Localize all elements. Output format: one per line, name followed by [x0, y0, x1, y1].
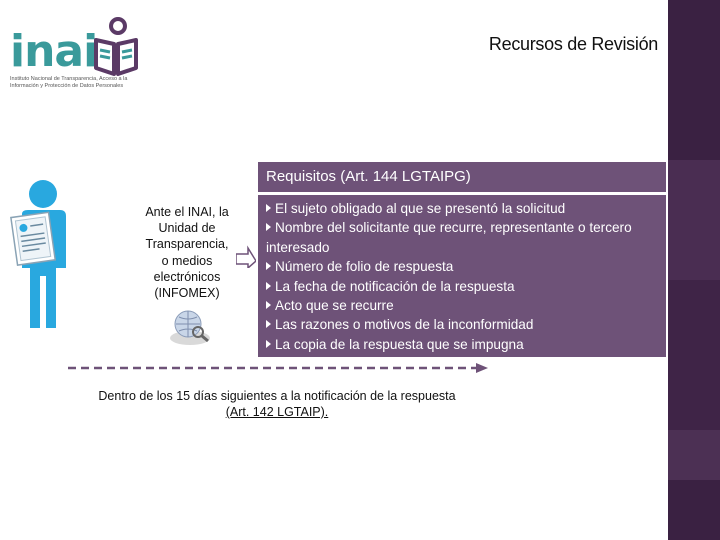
left-line: o medios — [161, 253, 213, 268]
plazo-text — [90, 388, 464, 420]
inai-logo — [8, 16, 138, 96]
left-line: Ante el INAI, la — [145, 205, 229, 219]
requisito-text: Acto que se recurre — [275, 298, 394, 314]
requisito-text: La fecha de notificación de la respuesta — [275, 278, 515, 294]
requisito-text: Número de folio de respuesta — [275, 259, 454, 275]
requisito-item — [266, 257, 658, 276]
triangle-bullet-icon — [266, 320, 271, 328]
requisito-item — [266, 199, 658, 218]
logo-mark-icon — [88, 16, 138, 76]
left-line: Unidad de — [158, 221, 216, 236]
side-band — [668, 0, 720, 540]
triangle-bullet-icon — [266, 223, 271, 231]
triangle-bullet-icon — [266, 301, 271, 309]
requisito-item — [266, 315, 658, 334]
requisito-text: La copia de la respuesta que se impugna — [275, 336, 524, 352]
plazo-line: Dentro de los 15 días siguientes a la notificación de la respuesta — [98, 389, 456, 403]
requisito-text: Nombre del solicitante que recurre, representante o tercero interesado — [266, 220, 632, 255]
left-line: Transparencia, — [145, 237, 229, 252]
globe-icon — [166, 304, 214, 348]
arrow-right-icon — [236, 206, 256, 268]
left-channel-text — [138, 204, 236, 301]
triangle-bullet-icon — [266, 282, 271, 290]
triangle-bullet-icon — [266, 204, 271, 212]
left-line: electrónicos — [153, 269, 221, 284]
logo-subtitle: Instituto Nacional de Transparencia, Acceso a la Información y Protección de Datos Personales — [10, 76, 128, 89]
plazo-reference-link[interactable]: (Art. 142 LGTAIP). — [225, 405, 329, 419]
triangle-bullet-icon — [266, 262, 271, 270]
logo-word: inai — [10, 26, 98, 77]
left-line: (INFOMEX) — [154, 286, 220, 301]
requisito-item — [266, 218, 658, 257]
requisito-item — [266, 296, 658, 315]
triangle-bullet-icon — [266, 340, 271, 348]
requisitos-header: Requisitos (Art. 144 LGTAIPG) — [258, 162, 666, 192]
requisitos-list — [258, 195, 666, 357]
dashed-arrow-icon — [68, 362, 488, 374]
page-title: Recursos de Revisión — [488, 34, 658, 54]
requisito-item — [266, 277, 658, 296]
person-with-document-icon — [8, 172, 120, 332]
requisito-item — [266, 335, 658, 354]
requisito-text: Las razones o motivos de la inconformidad — [275, 317, 534, 333]
requisito-text: El sujeto obligado al que se presentó la solicitud — [275, 201, 566, 216]
